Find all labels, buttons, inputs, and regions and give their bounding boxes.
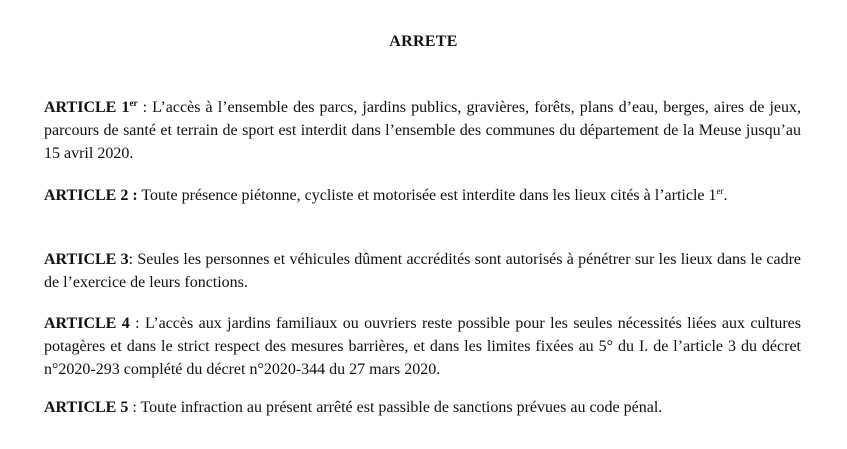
article-2-text-superscript: er [716, 186, 724, 196]
article-2-text: Toute présence piétonne, cycliste et motorisée est interdite dans les lieux cités à l’article 1 [137, 187, 717, 204]
article-1 [44, 96, 801, 165]
article-4-text: L’accès aux jardins familiaux ou ouvriers reste possible pour les seules nécessités liées aux cultures potagères et dans le strict respect des mesures barrières, et dans les limites fixées au 5° du I. de l’article 3 du décret n°2020-293 complété du décret n°2020-344 du 27 mars 2020. [44, 315, 801, 378]
article-3-separator: : [128, 251, 138, 268]
article-1-text: L’accès à l’ensemble des parcs, jardins publics, gravières, forêts, plans d’eau, berges, aires de jeux, parcours de santé et terrain de sport est interdit dans l’ensemble des communes du département de la Meuse jusqu’au 15 avril 2020. [44, 99, 801, 162]
article-4-heading: ARTICLE 4 [44, 315, 130, 332]
article-1-separator: : [137, 99, 153, 116]
article-1-heading [44, 99, 137, 116]
article-3-heading: ARTICLE 3 [44, 251, 129, 268]
article-1-heading-text: ARTICLE 1 [44, 99, 130, 116]
article-5 [44, 396, 801, 419]
article-4-separator: : [129, 315, 145, 332]
article-2 [44, 184, 801, 207]
article-2-heading: ARTICLE 2 : [44, 187, 138, 204]
article-5-heading: ARTICLE 5 [44, 399, 129, 416]
article-2-text-end: . [723, 187, 728, 204]
article-5-text: Toute infraction au présent arrêté est passible de sanctions prévues au code pénal. [140, 399, 663, 416]
article-3 [44, 248, 801, 294]
article-3-text: Seules les personnes et véhicules dûment accrédités sont autorisés à pénétrer sur les lieux dans le cadre de l’exercice de leurs fonctions. [44, 251, 802, 291]
article-4 [44, 312, 801, 381]
article-1-heading-superscript: er [129, 98, 138, 108]
article-5-separator: : [128, 399, 141, 416]
document-title: ARRETE [389, 33, 458, 50]
